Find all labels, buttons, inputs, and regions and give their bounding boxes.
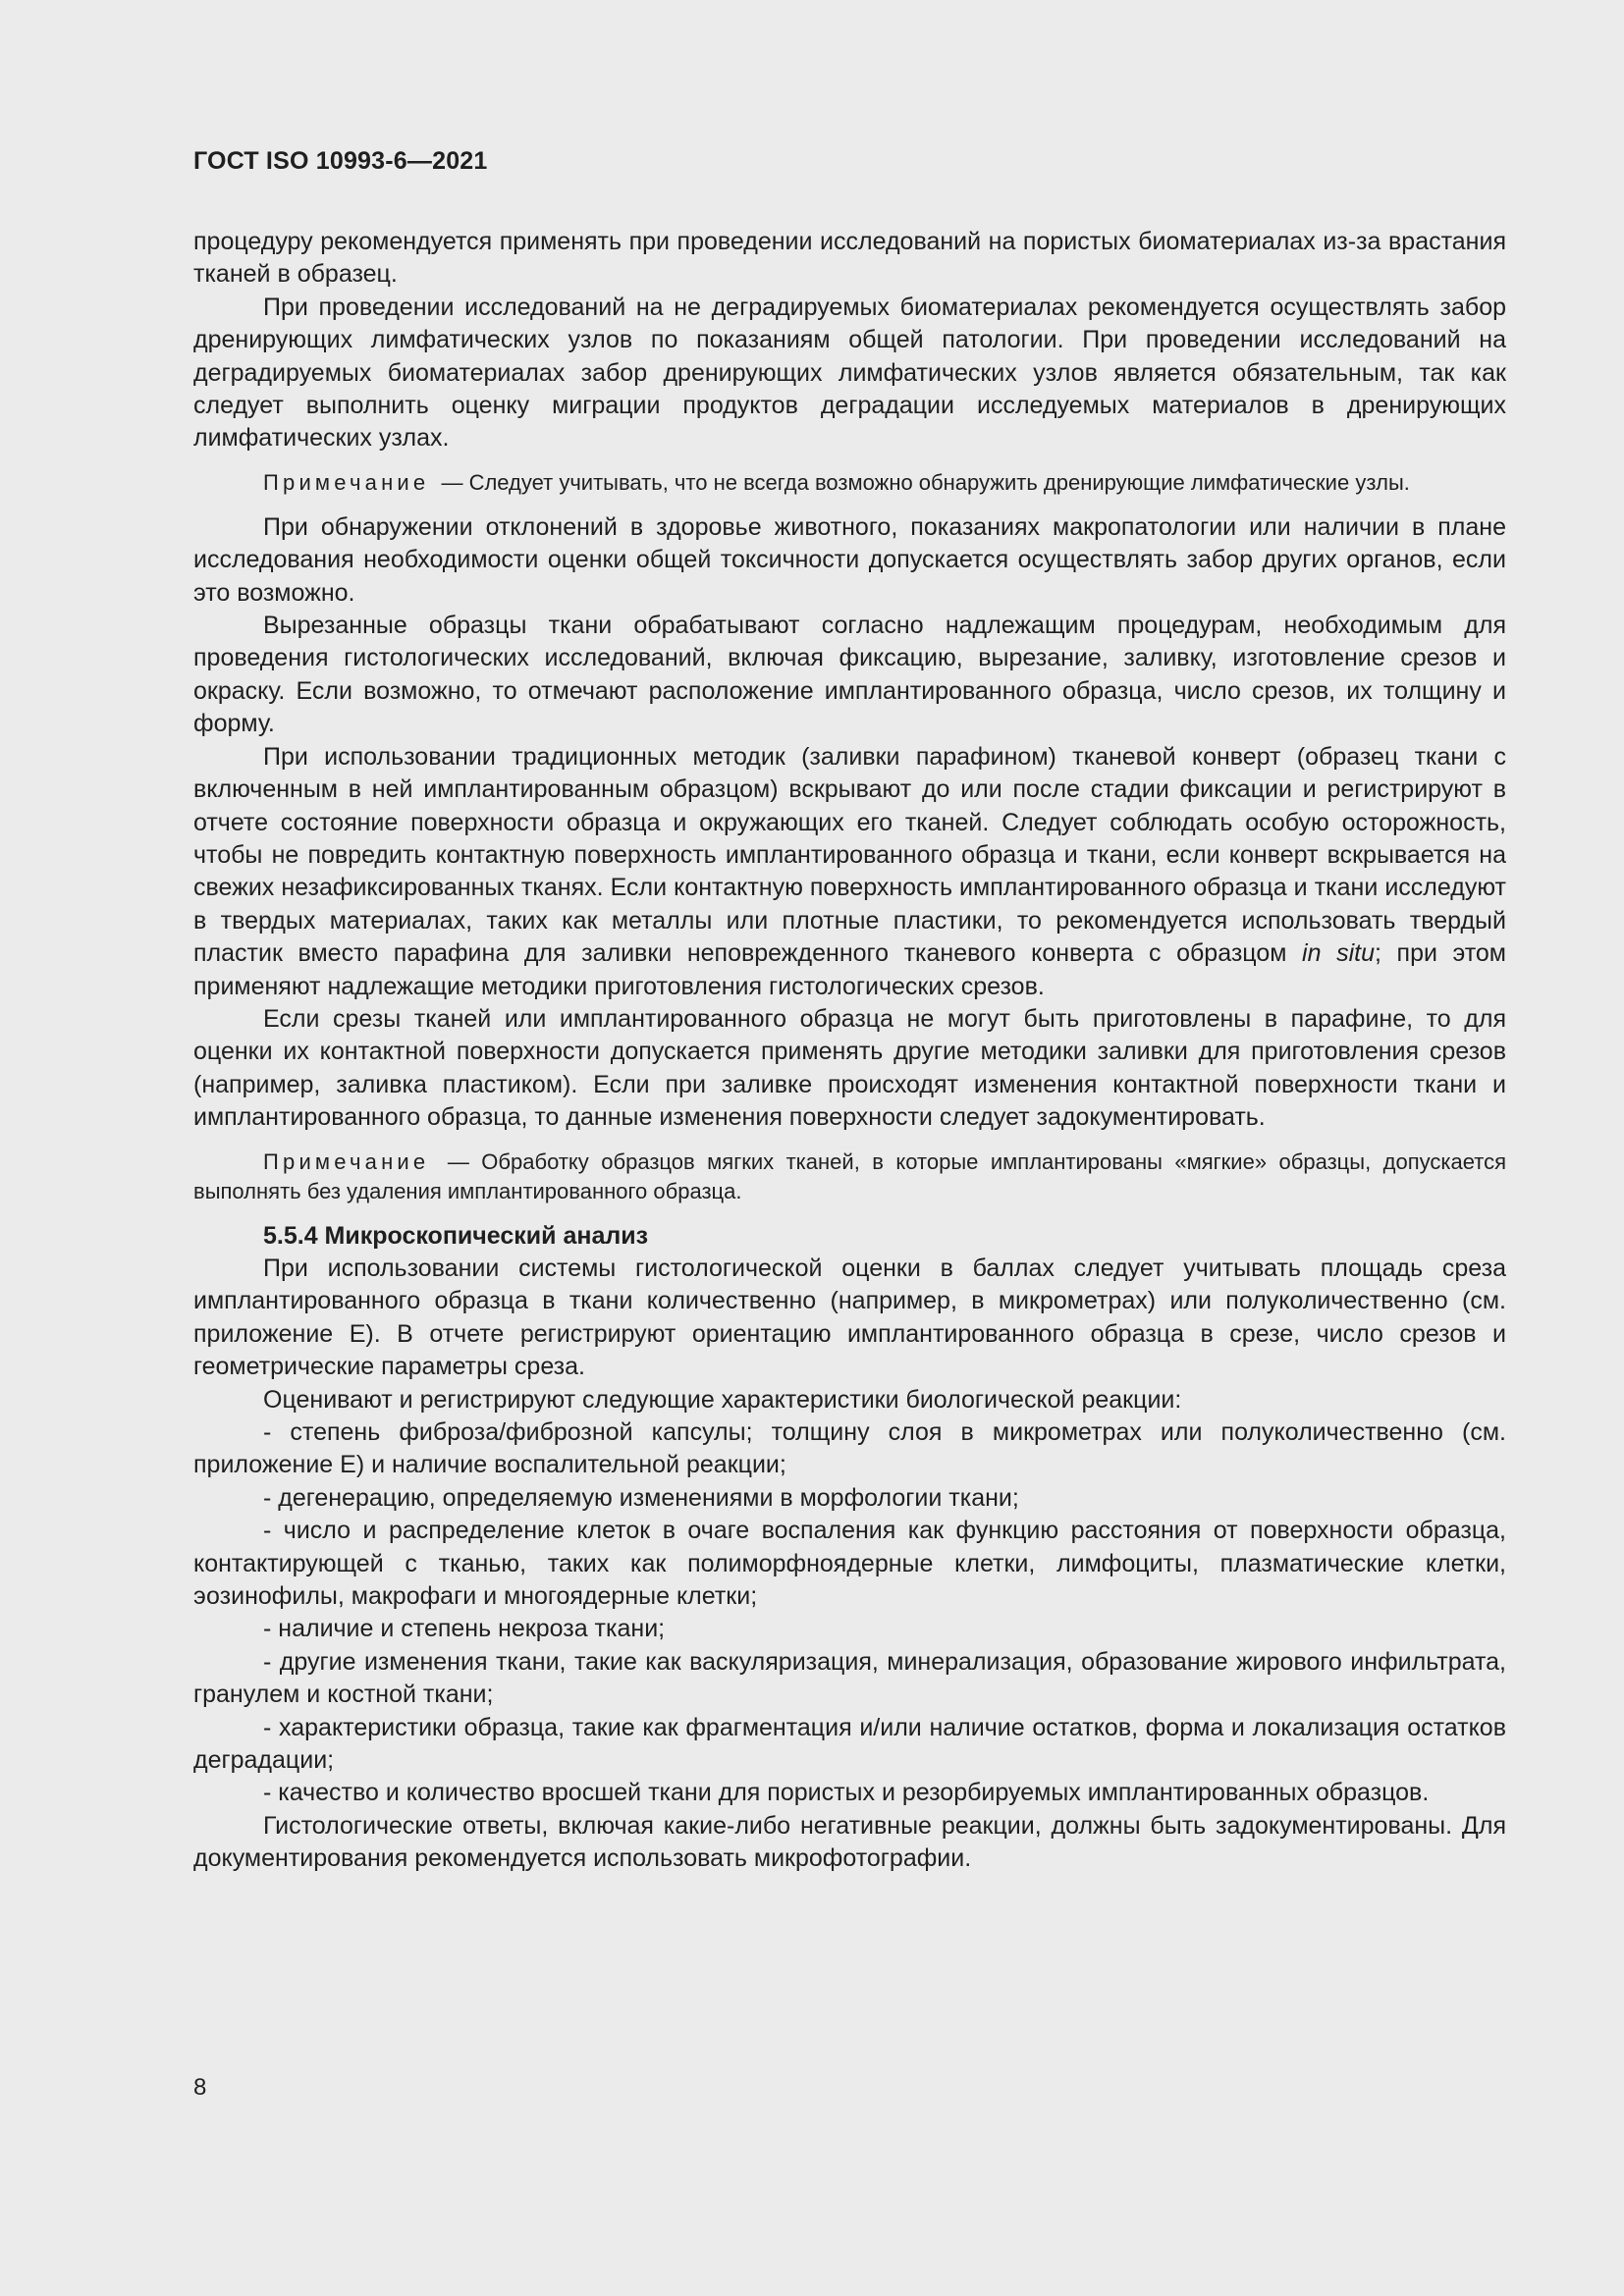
paragraph-characteristics-intro: Оценивают и регистрируют следующие характеристики биологической реакции: xyxy=(263,1385,1182,1414)
list-item: - дегенерацию, определяемую изменениями в морфологии ткани; xyxy=(263,1483,1019,1512)
paragraph-scoring-system: При использовании системы гистологической оценки в баллах следует учитывать площадь среза имплантированного образца в ткани количественно (например, в микрометрах) или полуколичественно (см. приложение Е). В отчете регистрируют ориентацию имплантированного образца в срезе, число срезов и геометрические параметры среза. xyxy=(193,1254,1506,1381)
in-situ-term: in situ xyxy=(1302,939,1375,968)
note-label: Примечание xyxy=(263,469,430,495)
page-number: 8 xyxy=(193,2074,207,2101)
section-title: 5.5.4 Микроскопический анализ xyxy=(263,1221,649,1250)
note-lymph-nodes xyxy=(193,468,1506,498)
paragraph-histology-documentation: Гистологические ответы, включая какие-либо негативные реакции, должны быть задокументированы. Для документирования рекомендуется использовать микрофотографии. xyxy=(193,1811,1506,1873)
paragraph-continuation: процедуру рекомендуется применять при проведении исследований на пористых биоматериалах из-за врастания тканей в образец. xyxy=(193,228,1506,289)
paragraph-lymph-nodes: При проведении исследований на не деградируемых биоматериалах рекомендуется осуществлять забор дренирующих лимфатических узлов по показаниям общей патологии. При проведении исследований на деградируемых биоматериалах забор дренирующих лимфатических узлов является обязательным, так как следует выполнить оценку миграции продуктов деградации исследуемых материалов в дренирующих лимфатических узлах. xyxy=(193,293,1506,453)
note-label: Примечание xyxy=(263,1148,430,1174)
paraffin-text-start: При использовании традиционных методик (заливки парафином) тканевой конверт (образец ткани с включенным в ней имплантированным образцом) вскрывают до или после стадии фиксации и регистрируют в отчете состояние поверхности образца и окружающих его тканей. Следует соблюдать особую осторожность, чтобы не повредить контактную поверхность имплантированного образца и ткани, если конверт вскрывается на свежих незафиксированных тканях. Если контактную поверхность имплантированного образца и ткани исследуют в твердых материалах, таких как металлы или плотные пластики, то рекомендуется использовать твердый пластик вместо парафина для заливки неповрежденного тканевого конверта с образцом xyxy=(193,742,1506,968)
list-item: - число и распределение клеток в очаге воспаления как функцию расстояния от поверхности образца, контактирующей с тканью, таких как полиморфноядерные клетки, лимфоциты, плазматические клетки, эозинофилы, макрофаги и многоядерные клетки; xyxy=(193,1517,1506,1611)
list-item: - наличие и степень некроза ткани; xyxy=(263,1615,666,1643)
paragraph-paraffin-methods xyxy=(193,741,1506,1003)
paraffin-text-end: ; при этом применяют надлежащие методики приготовления гистологических срезов. xyxy=(193,939,1506,1000)
list-item: - другие изменения ткани, такие как васкуляризация, минерализация, образование жирового инфильтрата, гранулем и костной ткани; xyxy=(193,1647,1506,1709)
note-text: — Следует учитывать, что не всегда возможно обнаружить дренирующие лимфатические узлы. xyxy=(441,469,1410,495)
list-item: - степень фиброза/фиброзной капсулы; толщину слоя в микрометрах или полуколичественно (см. приложение Е) и наличие воспалительной реакции; xyxy=(193,1418,1506,1479)
list-item: - качество и количество вросшей ткани для пористых и резорбируемых имплантированных образцов. xyxy=(263,1779,1430,1807)
note-text: — Обработку образцов мягких тканей, в которые имплантированы «мягкие» образцы, допускается выполнять без удаления имплантированного образца. xyxy=(193,1148,1506,1203)
paragraph-tissue-processing: Вырезанные образцы ткани обрабатывают согласно надлежащим процедурам, необходимым для проведения гистологических исследований, включая фиксацию, вырезание, заливку, изготовление срезов и окраску. Если возможно, то отмечают расположение имплантированного образца, число срезов, их толщину и форму. xyxy=(193,612,1506,738)
paragraph-other-organs: При обнаружении отклонений в здоровье животного, показаниях макропатологии или наличии в плане исследования необходимости оценки общей токсичности допускается осуществлять забор других органов, если это возможно. xyxy=(193,512,1506,607)
note-soft-tissue xyxy=(193,1148,1506,1206)
paragraph-alternative-methods: Если срезы тканей или имплантированного образца не могут быть приготовлены в парафине, то для оценки их контактной поверхности допускается применять другие методики заливки для приготовления срезов (например, заливка пластиком). Если при заливке происходят изменения контактной поверхности ткани и имплантированного образца, то данные изменения поверхности следует задокументировать. xyxy=(193,1004,1506,1132)
document-body xyxy=(193,226,1506,1876)
document-header: ГОСТ ISO 10993-6—2021 xyxy=(193,147,488,175)
list-item: - характеристики образца, такие как фрагментация и/или наличие остатков, форма и локализация остатков деградации; xyxy=(193,1713,1506,1775)
